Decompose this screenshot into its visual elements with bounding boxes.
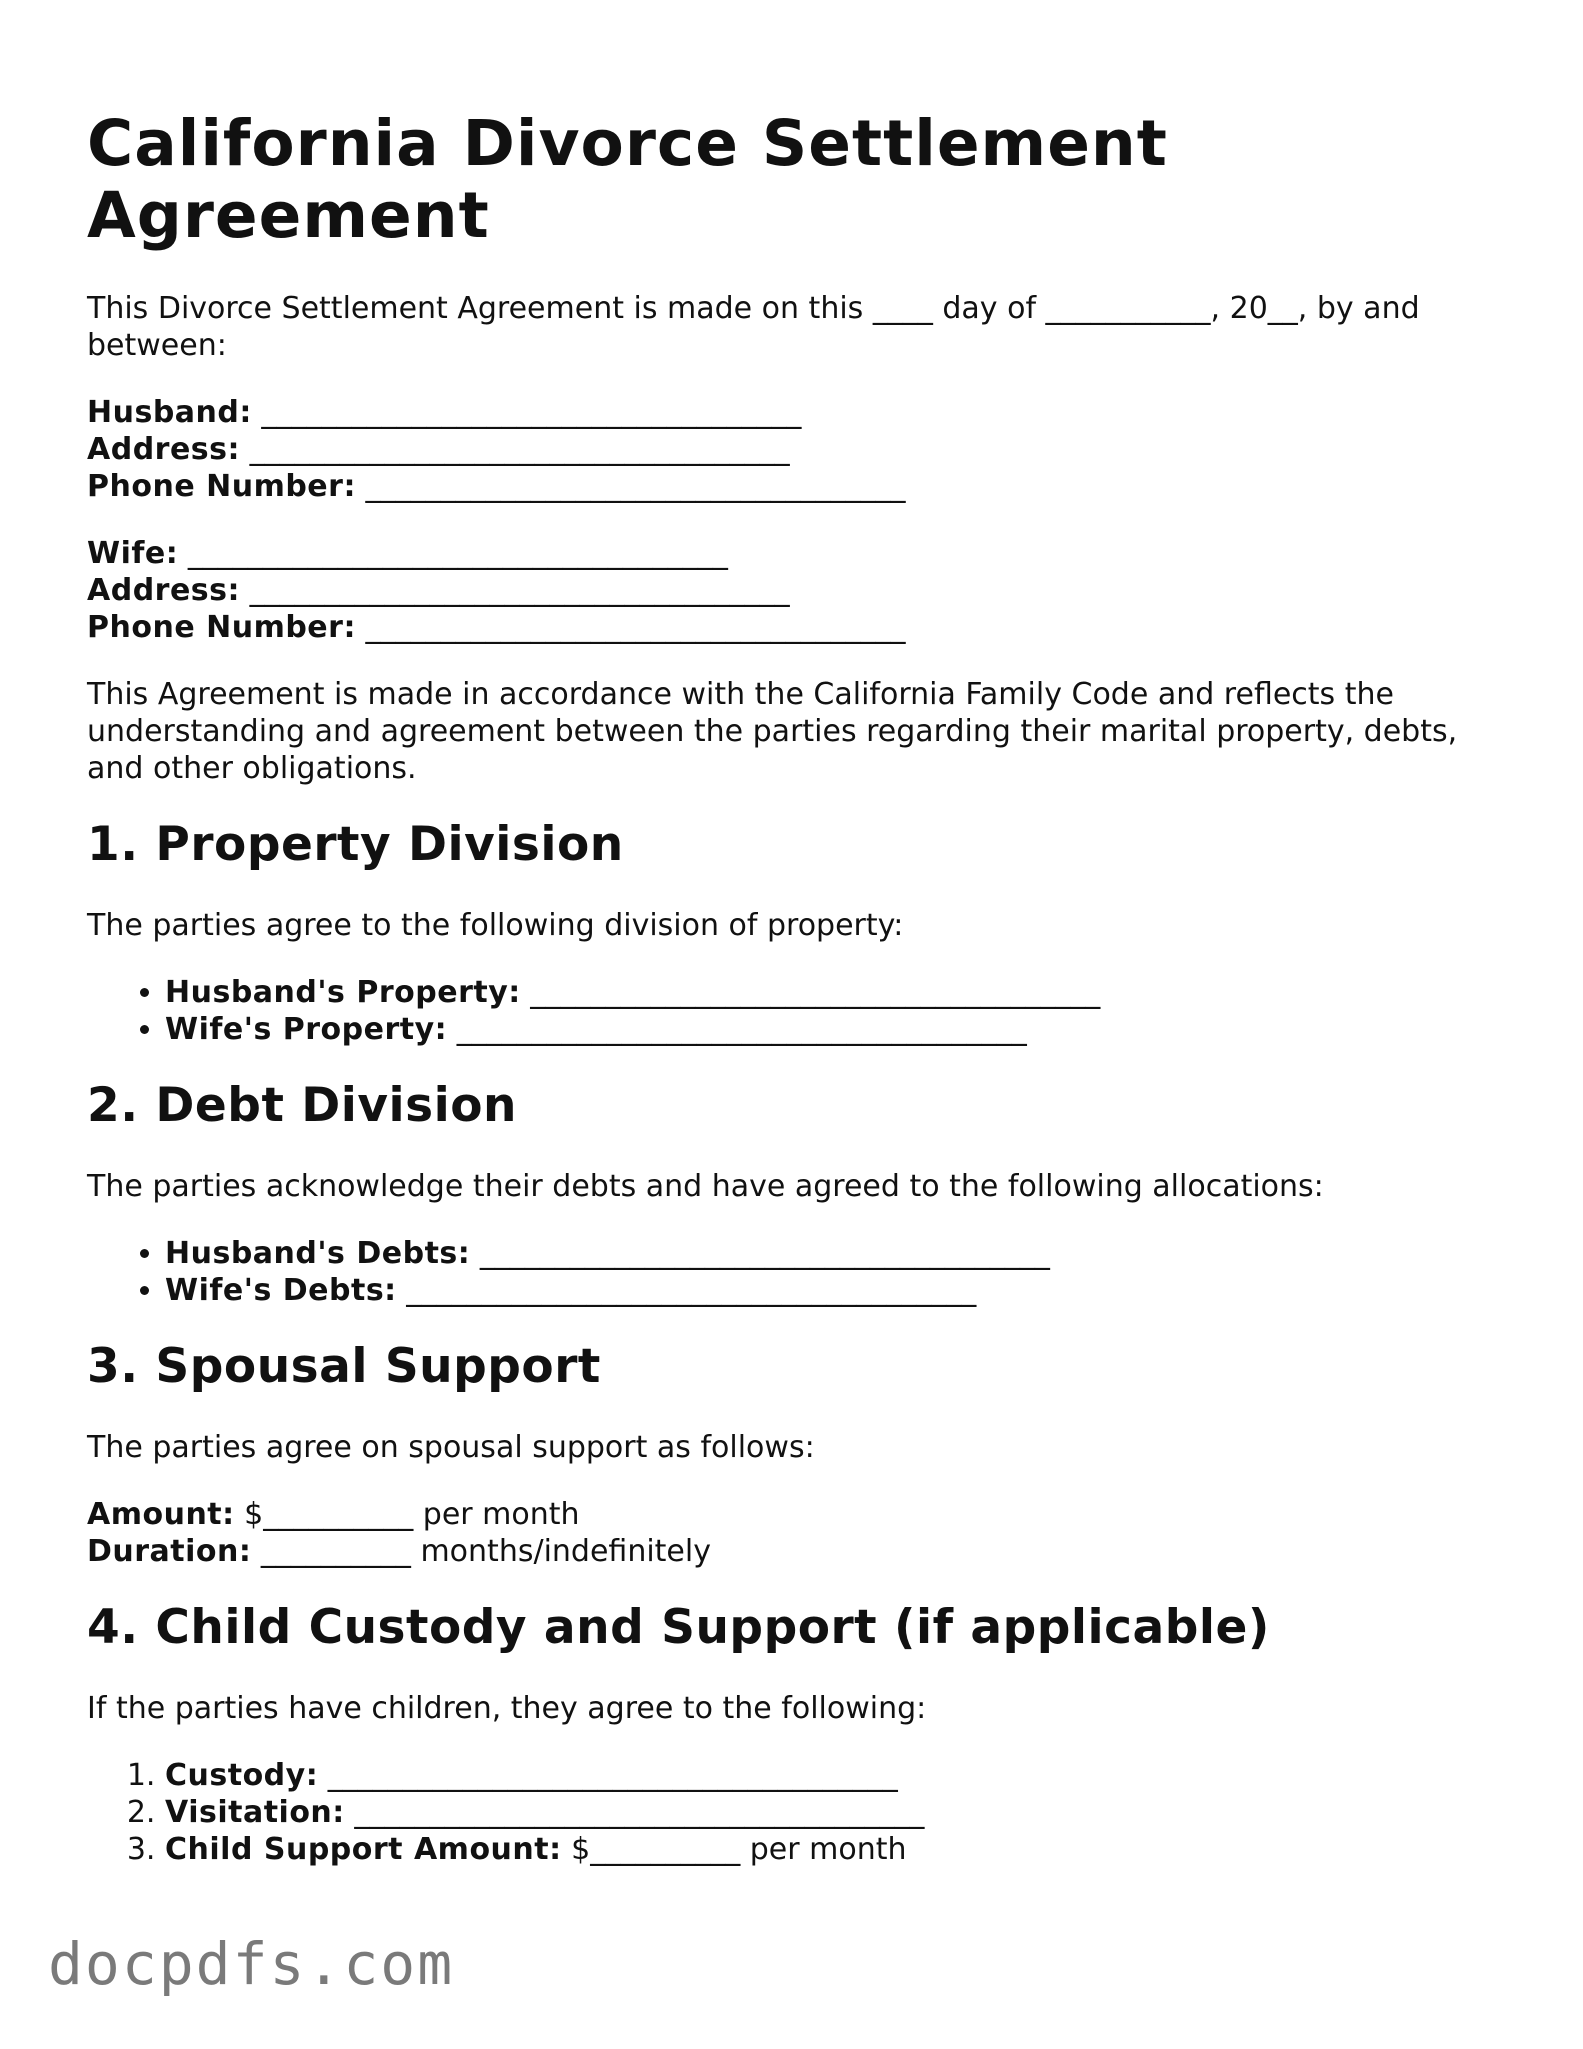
visitation-field[interactable]: 2. Visitation: ______________________________________ [165,1794,1507,1831]
support-duration-field[interactable]: Duration: __________ months/indefinitely [87,1534,711,1569]
husband-property-field[interactable]: • Husband's Property: ______________________________________ [165,974,1507,1011]
husband-name-field[interactable]: Husband: ____________________________________ [87,395,802,430]
wife-info-block [87,535,1507,646]
accordance-paragraph: This Agreement is made in accordance with the California Family Code and reflects the understanding and agreement between the parties regarding their marital property, debts, and other obligations. [87,677,1458,786]
husband-phone-field[interactable]: Phone Number: ____________________________________ [87,469,906,504]
page-title: California Divorce Settlement Agreement [87,107,1168,252]
support-amount-field[interactable]: Amount: $__________ per month [87,1497,580,1532]
wife-debts-field[interactable]: • Wife's Debts: ______________________________________ [165,1272,1507,1309]
child-custody-text: If the parties have children, they agree to the following: [87,1691,927,1726]
debt-division-heading: 2. Debt Division [87,1078,517,1133]
husband-info-block [87,394,1507,505]
child-custody-list [87,1757,1507,1868]
husband-address-field[interactable]: Address: ____________________________________ [87,432,790,467]
spousal-support-text: The parties agree on spousal support as follows: [87,1430,815,1465]
watermark: docpdfs.com [48,1930,455,1998]
property-division-text: The parties agree to the following division of property: [87,908,904,943]
child-support-amount-field[interactable]: 3. Child Support Amount: $__________ per month [165,1831,1507,1868]
property-division-list [87,974,1507,1048]
debt-division-text: The parties acknowledge their debts and have agreed to the following allocations: [87,1169,1324,1204]
spousal-support-block [87,1496,1507,1570]
wife-phone-field[interactable]: Phone Number: ____________________________________ [87,610,906,645]
intro-paragraph: This Divorce Settlement Agreement is made on this ____ day of ___________, 20__, by and between: [87,291,1420,363]
husband-debts-field[interactable]: • Husband's Debts: ______________________________________ [165,1235,1507,1272]
debt-division-list [87,1235,1507,1309]
wife-name-field[interactable]: Wife: ____________________________________ [87,536,728,571]
wife-address-field[interactable]: Address: ____________________________________ [87,573,790,608]
document-page [87,108,1507,1898]
child-custody-heading: 4. Child Custody and Support (if applicable) [87,1600,1270,1655]
property-division-heading: 1. Property Division [87,817,624,872]
wife-property-field[interactable]: • Wife's Property: ______________________________________ [165,1011,1507,1048]
spousal-support-heading: 3. Spousal Support [87,1339,601,1394]
custody-field[interactable]: 1. Custody: ______________________________________ [165,1757,1507,1794]
